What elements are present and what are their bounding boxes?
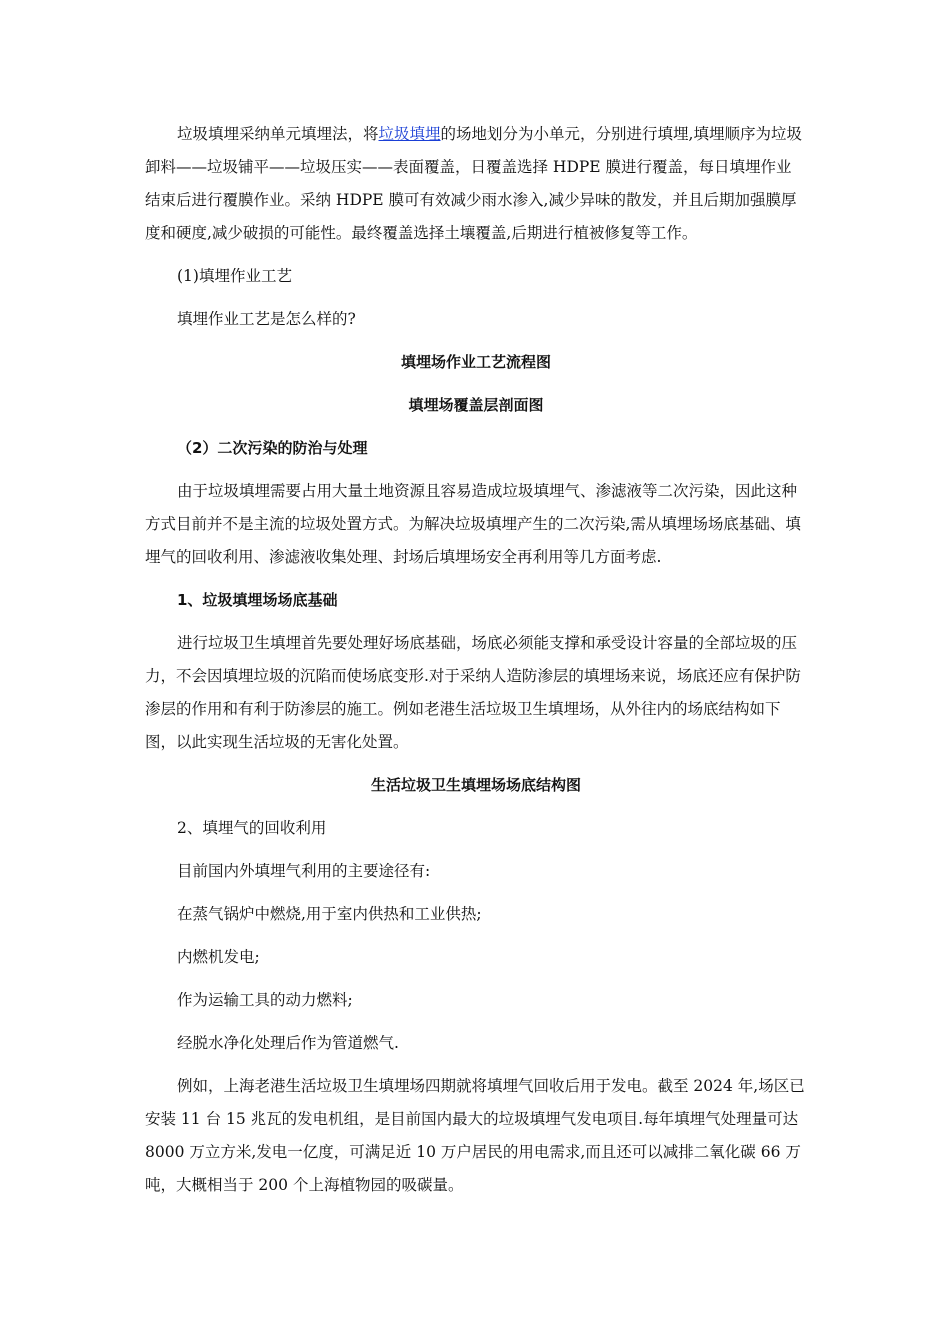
question-line: 填埋作业工艺是怎么样的?	[177, 310, 356, 328]
gas-use-pipeline: 经脱水净化处理后作为管道燃气.	[177, 1034, 399, 1052]
landfill-link[interactable]: 垃圾填埋	[378, 125, 441, 143]
document-body	[145, 118, 807, 1202]
intro-text-a: 垃圾填埋采纳单元填埋法，将	[177, 125, 379, 143]
gas-use-engine: 内燃机发电;	[177, 948, 260, 966]
pollution-paragraph: 由于垃圾填埋需要占用大量土地资源且容易造成垃圾填埋气、渗滤液等二次污染，因此这种方式目前并不是主流的垃圾处置方式。为解决垃圾填埋产生的二次污染,需从填埋场场底基础、填埋气的回收利用、渗滤液收集处理、封场后填埋场安全再利用等几方面考虑.	[145, 482, 801, 566]
intro-text-b: 的场地划分为小单元，分别进行填埋,填埋顺序为垃圾卸料——垃圾铺平——垃圾压实——表面覆盖，日覆盖选择 HDPE 膜进行覆盖，每日填埋作业结束后进行覆膜作业。采纳 HDPE 膜可有效减少雨水渗入,减少异味的散发，并且后期加强膜厚度和硬度,减少破损的可能性。最终覆盖选择土壤覆盖,后期进行植被修复等工作。	[145, 125, 802, 242]
heading-gas-recovery: 2、填埋气的回收利用	[177, 819, 327, 837]
gas-use-boiler: 在蒸气锅炉中燃烧,用于室内供热和工业供热;	[177, 905, 482, 923]
figure-caption-cover: 填埋场覆盖层剖面图	[408, 396, 544, 414]
gas-uses-intro: 目前国内外填埋气利用的主要途径有:	[177, 862, 431, 880]
foundation-paragraph: 进行垃圾卫生填埋首先要处理好场底基础，场底必须能支撑和承受设计容量的全部垃圾的压力，不会因填埋垃圾的沉陷而使场底变形.对于采纳人造防渗层的填埋场来说，场底还应有保护防渗层的作用和有利于防渗层的施工。例如老港生活垃圾卫生填埋场，从外往内的场底结构如下图，以此实现生活垃圾的无害化处置。	[145, 634, 801, 751]
gas-use-fuel: 作为运输工具的动力燃料;	[177, 991, 353, 1009]
intro-paragraph	[145, 118, 807, 250]
heading-foundation: 1、垃圾填埋场场底基础	[177, 591, 338, 609]
example-paragraph: 例如，上海老港生活垃圾卫生填埋场四期就将填埋气回收后用于发电。截至 2024 年,场区已安装 11 台 15 兆瓦的发电机组，是目前国内最大的垃圾填埋气发电项目.每年填埋气处理量可达 8000 万立方米,发电一亿度，可满足近 10 万户居民的用电需求,而且还可以减排二氧化碳 66 万吨，大概相当于 200 个上海植物园的吸碳量。	[145, 1077, 805, 1194]
figure-caption-structure: 生活垃圾卫生填埋场场底结构图	[370, 776, 581, 794]
section-1-label: (1)填埋作业工艺	[177, 267, 292, 285]
section-2-heading: （2）二次污染的防治与处理	[177, 439, 368, 457]
figure-caption-process: 填埋场作业工艺流程图	[400, 353, 551, 371]
